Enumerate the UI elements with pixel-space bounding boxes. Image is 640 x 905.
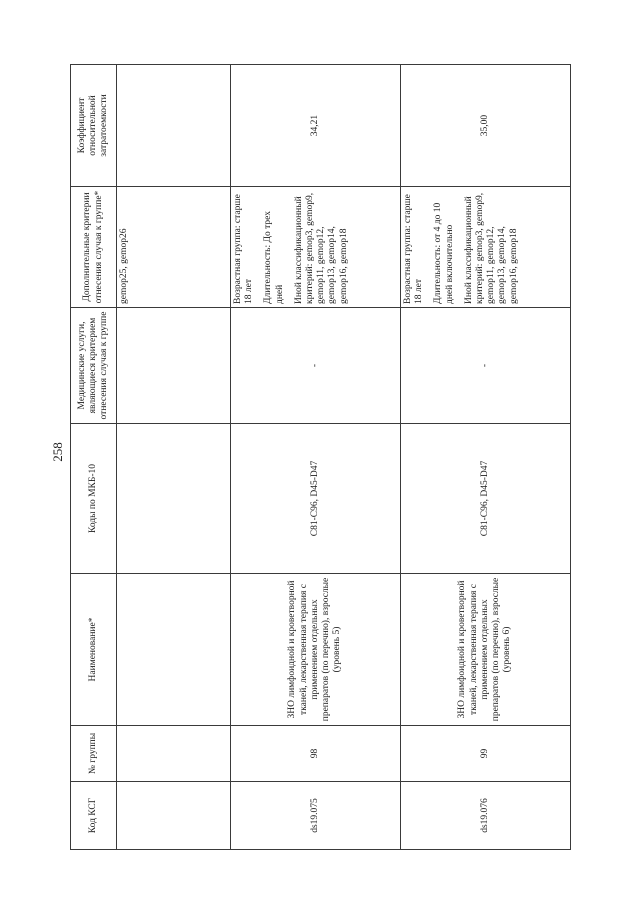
ksg-table — [70, 64, 571, 850]
cell-criteria — [231, 187, 401, 308]
table-header-row — [71, 65, 117, 850]
cell-service: - — [401, 308, 571, 424]
cell-coef: 34,21 — [231, 65, 401, 187]
header-service: Медицинские услуги, являющиеся критерием отнесения случая к группе — [71, 308, 117, 424]
cell-criteria — [401, 187, 571, 308]
cell-group: 99 — [401, 726, 571, 782]
cell-service: - — [231, 308, 401, 424]
header-code: Код КСГ — [71, 782, 117, 850]
criteria-age: Возрастная группа: старше 18 лет — [233, 194, 255, 304]
header-icd: Коды по МКБ-10 — [71, 424, 117, 574]
table-row — [401, 65, 571, 850]
header-criteria: Дополнительные критерии отнесения случая к группе* — [71, 187, 117, 308]
cell-criteria: gemop25, gemop26 — [117, 187, 231, 308]
header-coef: Коэффициент относительной затратоемкости — [71, 65, 117, 187]
cell-service — [117, 308, 231, 424]
criteria-classifier: Иной классификационный критерий: gemop3, gemop9, gemop11, gemop12, gemop13, gemop14, gemop16, gemop18 — [463, 192, 519, 304]
criteria-classifier: Иной классификационный критерий: gemop3, gemop9, gemop11, gemop12, gemop13, gemop14, gemop16, gemop18 — [293, 192, 349, 304]
cell-icd — [117, 424, 231, 574]
criteria-age: Возрастная группа: старше 18 лет — [403, 194, 425, 304]
criteria-duration: Длительность: До трех дней — [263, 211, 285, 304]
cell-group: 98 — [231, 726, 401, 782]
header-name: Наименование* — [71, 574, 117, 726]
cell-code — [117, 782, 231, 850]
cell-icd: C81-C96, D45-D47 — [401, 424, 571, 574]
criteria-duration: Длительность: от 4 до 10 дней включительно — [433, 202, 455, 304]
table-row — [231, 65, 401, 850]
cell-coef — [117, 65, 231, 187]
page-number: 258 — [50, 442, 65, 462]
cell-name — [117, 574, 231, 726]
cell-code: ds19.076 — [401, 782, 571, 850]
cell-coef: 35,00 — [401, 65, 571, 187]
cell-group — [117, 726, 231, 782]
table-row-continued — [117, 65, 231, 850]
cell-name: ЗНО лимфоидной и кроветворной тканей, лекарственная терапия с применением отдельных препаратов (по перечню), взрослые (уровень 6) — [401, 574, 571, 726]
cell-name: ЗНО лимфоидной и кроветворной тканей, лекарственная терапия с применением отдельных препаратов (по перечню), взрослые (уровень 5) — [231, 574, 401, 726]
cell-code: ds19.075 — [231, 782, 401, 850]
header-group: № группы — [71, 726, 117, 782]
cell-icd: C81-C96, D45-D47 — [231, 424, 401, 574]
rotated-table-container — [70, 65, 570, 850]
